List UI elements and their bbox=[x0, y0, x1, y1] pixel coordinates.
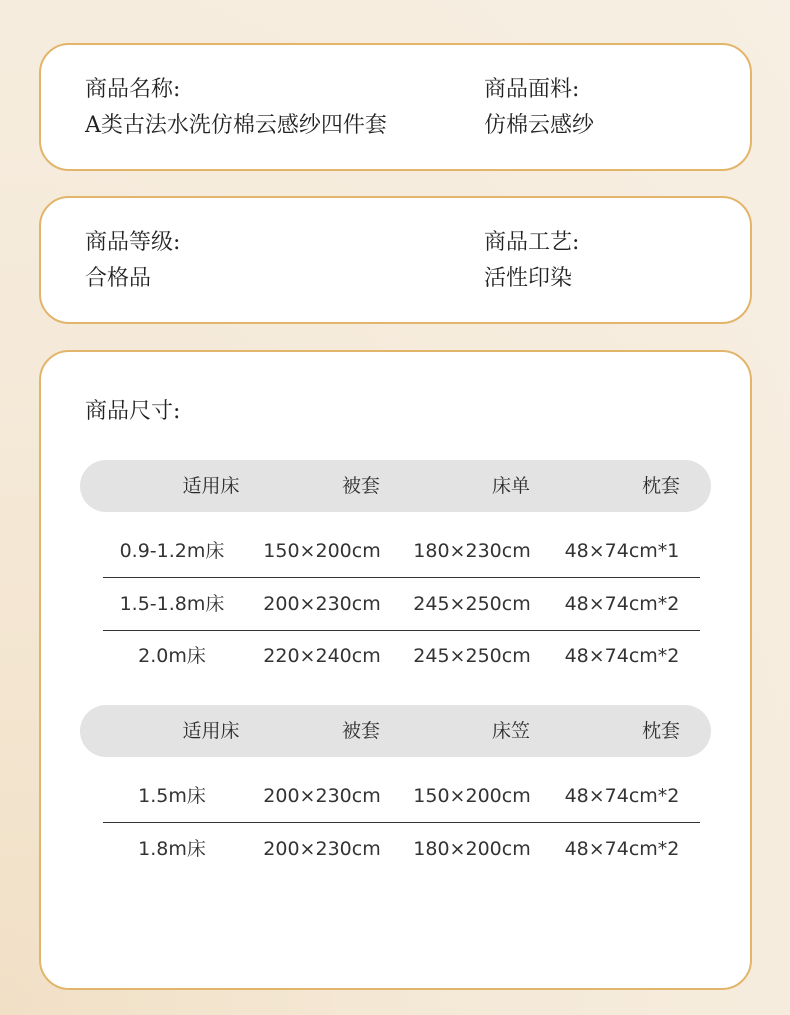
process-field bbox=[484, 225, 579, 297]
process-value: 活性印染 bbox=[484, 266, 573, 291]
size-card bbox=[39, 350, 752, 990]
header-cell: 床单 bbox=[491, 475, 530, 497]
table-cell: 1.5m床 bbox=[138, 785, 206, 807]
process-label: 商品工艺: bbox=[484, 230, 580, 255]
table-cell: 200×230cm bbox=[263, 785, 381, 807]
header-cell: 适用床 bbox=[182, 720, 240, 742]
header-cell: 床笠 bbox=[491, 720, 530, 742]
header-cell: 被套 bbox=[341, 720, 380, 742]
table-cell: 48×74cm*1 bbox=[564, 540, 680, 562]
header-cell: 枕套 bbox=[641, 475, 680, 497]
fabric-value: 仿棉云感纱 bbox=[484, 113, 595, 138]
grade-label: 商品等级: bbox=[85, 230, 181, 255]
grade-value: 合格品 bbox=[85, 266, 152, 291]
size-table-2-header bbox=[80, 705, 711, 757]
table-cell: 1.8m床 bbox=[138, 838, 206, 860]
fabric-field bbox=[484, 72, 594, 144]
table-cell: 220×240cm bbox=[263, 645, 381, 667]
table-row bbox=[103, 630, 700, 682]
product-info-card-1 bbox=[39, 43, 752, 171]
table-row bbox=[103, 525, 700, 578]
table-cell: 180×200cm bbox=[413, 838, 531, 860]
table-cell: 2.0m床 bbox=[138, 645, 206, 667]
table-cell: 150×200cm bbox=[263, 540, 381, 562]
table-cell: 0.9-1.2m床 bbox=[119, 540, 225, 562]
size-table-1-header bbox=[80, 460, 711, 512]
table-cell: 245×250cm bbox=[413, 645, 531, 667]
table-cell: 48×74cm*2 bbox=[564, 838, 680, 860]
table-cell: 245×250cm bbox=[413, 593, 531, 615]
table-cell: 48×74cm*2 bbox=[564, 593, 680, 615]
product-name-label: 商品名称: bbox=[85, 77, 181, 102]
table-cell: 48×74cm*2 bbox=[564, 645, 680, 667]
table-row bbox=[103, 578, 700, 631]
table-row bbox=[103, 823, 700, 875]
table-cell: 200×230cm bbox=[263, 593, 381, 615]
grade-field bbox=[85, 225, 180, 297]
product-name-value: A类古法水洗仿棉云感纱四件套 bbox=[85, 113, 387, 138]
header-cell: 枕套 bbox=[641, 720, 680, 742]
table-row bbox=[103, 770, 700, 823]
table-cell: 200×230cm bbox=[263, 838, 381, 860]
header-cell: 被套 bbox=[341, 475, 380, 497]
fabric-label: 商品面料: bbox=[484, 77, 580, 102]
size-title: 商品尺寸: bbox=[85, 399, 181, 424]
table-cell: 180×230cm bbox=[413, 540, 531, 562]
product-name-field bbox=[85, 72, 387, 144]
product-info-card-2 bbox=[39, 196, 752, 324]
header-cell: 适用床 bbox=[182, 475, 240, 497]
table-cell: 48×74cm*2 bbox=[564, 785, 680, 807]
table-cell: 150×200cm bbox=[413, 785, 531, 807]
table-cell: 1.5-1.8m床 bbox=[119, 593, 225, 615]
